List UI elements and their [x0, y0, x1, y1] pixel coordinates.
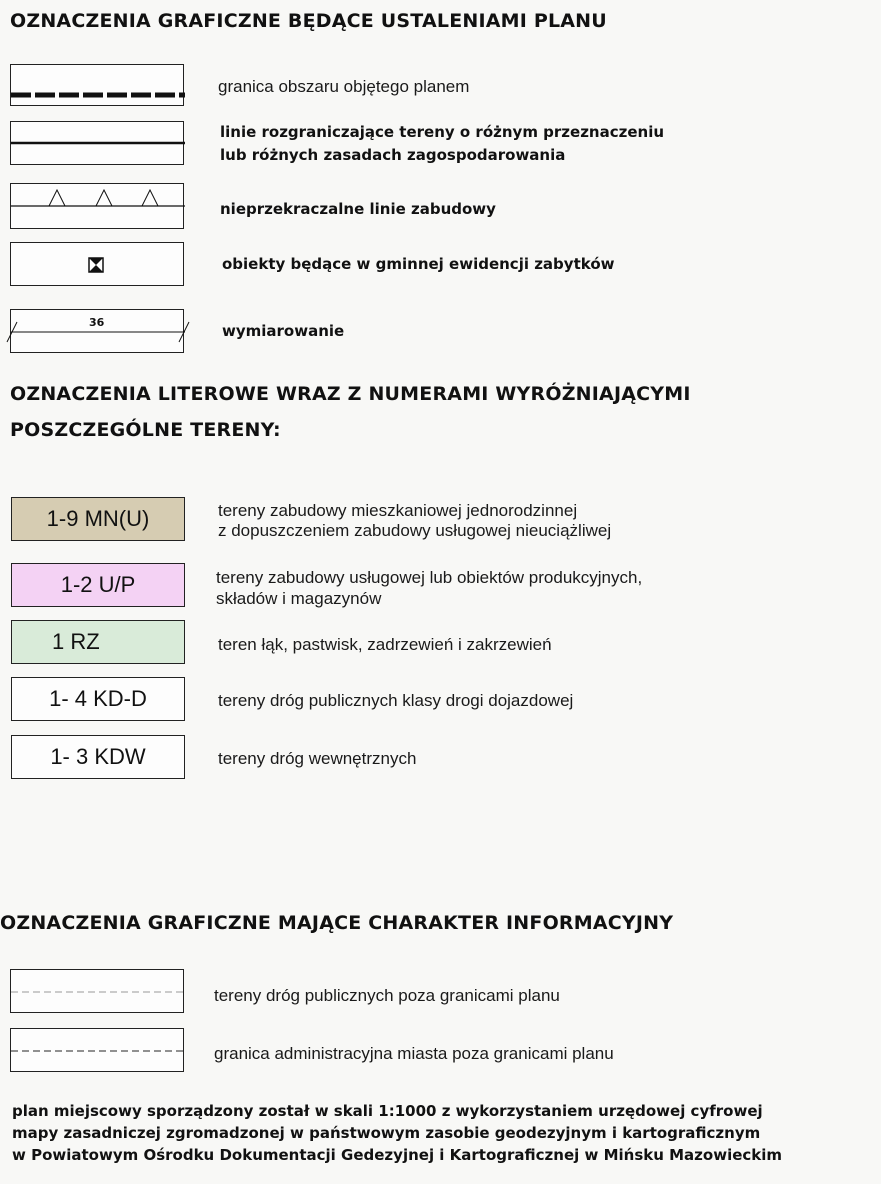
plan-boundary-label: granica obszaru objętego planem [218, 77, 470, 96]
section2-title-2: POSZCZEGÓLNE TERENY: [10, 419, 281, 441]
public-roads-outside-symbol [10, 969, 184, 1013]
public-roads-outside-line [11, 970, 185, 1014]
zone-label-mnu-1: tereny zabudowy mieszkaniowej jednorodzinnej [218, 501, 578, 520]
admin-boundary-symbol [10, 1028, 184, 1072]
zone-label-kdd: tereny dróg publicznych klasy drogi dojazdowej [218, 691, 574, 710]
building-line-label: nieprzekraczalne linie zabudowy [220, 200, 496, 218]
zone-code-up: 1-2 U/P [11, 563, 185, 607]
dividing-lines-label-1: linie rozgraniczające tereny o różnym przeznaczeniu [220, 123, 665, 141]
zone-code-mnu: 1-9 MN(U) [11, 497, 185, 541]
section2-title-1: OZNACZENIA LITEROWE WRAZ Z NUMERAMI WYRÓŻNIAJĄCYMI [10, 383, 691, 405]
zone-code-kdw: 1- 3 KDW [11, 735, 185, 779]
dividing-lines-label-2: lub różnych zasadach zagospodarowania [220, 146, 566, 164]
zone-label-kdw: tereny dróg wewnętrznych [218, 749, 417, 768]
public-roads-outside-label: tereny dróg publicznych poza granicami planu [214, 986, 560, 1005]
footer-line-1: plan miejscowy sporządzony został w skali 1:1000 z wykorzystaniem urzędowej cyfrowej [12, 1102, 763, 1120]
zone-code-rz: 1 RZ [11, 620, 185, 664]
admin-boundary-label: granica administracyjna miasta poza granicami planu [214, 1044, 614, 1063]
plan-boundary-symbol [10, 64, 184, 106]
zone-label-mnu-2: z dopuszczeniem zabudowy usługowej nieuciążliwej [218, 521, 612, 540]
section1-title: OZNACZENIA GRAFICZNE BĘDĄCE USTALENIAMI PLANU [10, 10, 607, 32]
footer-line-3: w Powiatowym Ośrodku Dokumentacji Gedezyjnej i Kartograficznej w Mińsku Mazowieckim [12, 1146, 783, 1164]
dimension-symbol [10, 309, 184, 353]
dimension-label: wymiarowanie [222, 322, 345, 340]
monument-label: obiekty będące w gminnej ewidencji zabytków [222, 255, 615, 273]
plan-boundary-line [11, 65, 185, 107]
building-line-triangles [11, 184, 185, 230]
dividing-line [11, 122, 185, 166]
dividing-lines-symbol [10, 121, 184, 165]
zone-label-up-2: składów i magazynów [216, 589, 382, 608]
zone-label-rz: teren łąk, pastwisk, zadrzewień i zakrzewień [218, 635, 552, 654]
footer-note [12, 1100, 782, 1166]
footer-line-2: mapy zasadniczej zgromadzonej w państwowym zasobie geodezyjnym i kartograficznym [12, 1124, 761, 1142]
dimension-value: 36 [89, 316, 105, 329]
section3-title: OZNACZENIA GRAFICZNE MAJĄCE CHARAKTER INFORMACYJNY [0, 912, 674, 934]
building-line-symbol [10, 183, 184, 229]
zone-code-kdd: 1- 4 KD-D [11, 677, 185, 721]
zone-label-up-1: tereny zabudowy usługowej lub obiektów produkcyjnych, [216, 568, 643, 587]
monument-icon [11, 243, 185, 287]
monument-symbol [10, 242, 184, 286]
admin-boundary-line [11, 1029, 185, 1073]
